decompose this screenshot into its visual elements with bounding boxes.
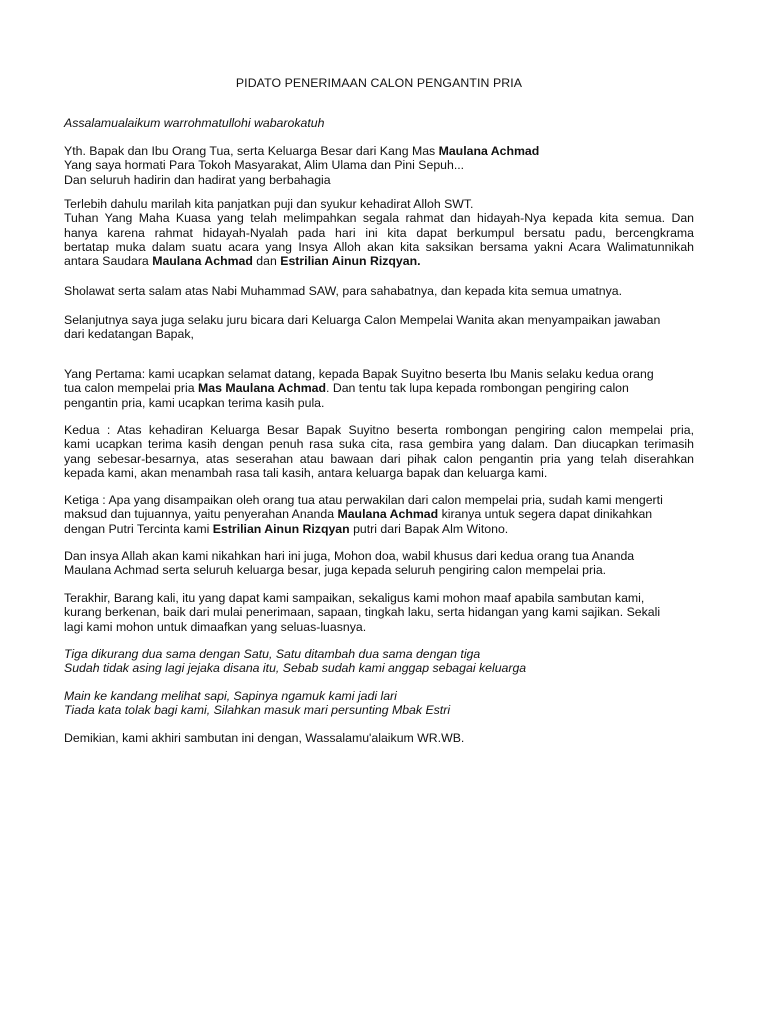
first-point-paragraph: Yang Pertama: kami ucapkan selamat datang, kepada Bapak Suyitno beserta Ibu Manis selaku kedua orang tua calon mempelai pria Mas Maulana Achmad. Dan tentu tak lupa kepada rombongan pengiring calon pengantin pria, kami ucapkan terima kasih pula. (64, 367, 654, 410)
document-title: PIDATO PENERIMAAN CALON PENGANTIN PRIA (235, 76, 523, 90)
sholawat-paragraph: Sholawat serta salam atas Nabi Muhammad SAW, para sahabatnya, dan kepada kita semua umatnya. (64, 284, 622, 298)
first-pantun: Tiga dikurang dua sama dengan Satu, Satu ditambah dua sama dengan tiga Sudah tidak asing lagi jejaka disana itu, Sebab sudah kami anggap sebagai keluarga (64, 647, 527, 676)
salutation-paragraph: Yth. Bapak dan Ibu Orang Tua, serta Keluarga Besar dari Kang Mas Maulana Achmad Yang saya hormati Para Tokoh Masyarakat, Alim Ulama dan Pini Sepuh... Dan seluruh hadirin dan hadirat yang berbahagia (64, 144, 540, 187)
closing-paragraph: Demikian, kami akhiri sambutan ini dengan, Wassalamu'alaikum WR.WB. (64, 731, 465, 745)
apology-paragraph: Terakhir, Barang kali, itu yang dapat kami sampaikan, sekaligus kami mohon maaf apabila sambutan kami, kurang berkenan, baik dari mulai penerimaan, sapaan, tingkah laku, serta hidangan yang kami sajikan. Sekali lagi kami mohon untuk dimaafkan yang seluas-luasnya. (64, 591, 661, 634)
second-pantun: Main ke kandang melihat sapi, Sapinya ngamuk kami jadi lari Tiada kata tolak bagi kami, Silahkan masuk mari persunting Mbak Estri (64, 689, 451, 718)
greeting: Assalamualaikum warrohmatullohi wabarokatuh (64, 116, 325, 130)
second-point-paragraph: Kedua : Atas kehadiran Keluarga Besar Bapak Suyitno beserta rombongan pengiring calon mempelai pria, kami ucapkan terima kasih dengan penuh rasa suka cita, rasa gembira yang dalam. Dan diucapkan terimasih yang sebesar-besarnya, atas seserahan atau bawaan dari pihak calon pengantin pria yang telah diserahkan kepada kami, akan menambah rasa tali kasih, antara keluarga bapak dan keluarga kami. (64, 423, 694, 480)
blessing-paragraph: Dan insya Allah akan kami nikahkan hari ini juga, Mohon doa, wabil khusus dari kedua orang tua Ananda Maulana Achmad serta seluruh keluarga besar, juga kepada seluruh pengiring calon mempelai pria. (64, 549, 635, 578)
third-point-paragraph: Ketiga : Apa yang disampaikan oleh orang tua atau perwakilan dari calon mempelai pria, sudah kami mengerti maksud dan tujuannya, yaitu penyerahan Ananda Maulana Achmad kiranya untuk segera dapat dinikahkan dengan Putri Tercinta kami Estrilian Ainun Rizqyan putri dari Bapak Alm Witono. (64, 493, 663, 536)
introduction-paragraph: Selanjutnya saya juga selaku juru bicara dari Keluarga Calon Mempelai Wanita akan menyampaikan jawaban dari kedatangan Bapak, (64, 313, 661, 342)
opening-paragraph: Terlebih dahulu marilah kita panjatkan puji dan syukur kehadirat Alloh SWT. Tuhan Yang Maha Kuasa yang telah melimpahkan segala rahmat dan hidayah-Nya kepada kita semua. Dan hanya karena rahmat hidayah-Nyalah pada hari ini kita dapat berkumpul bersatu padu, bercengkrama bertatap muka dalam suatu acara yang Insya Alloh akan kita saksikan bersama yakni Acara Walimatunnikah antara Saudara Maulana Achmad dan Estrilian Ainun Rizqyan. (64, 197, 694, 269)
